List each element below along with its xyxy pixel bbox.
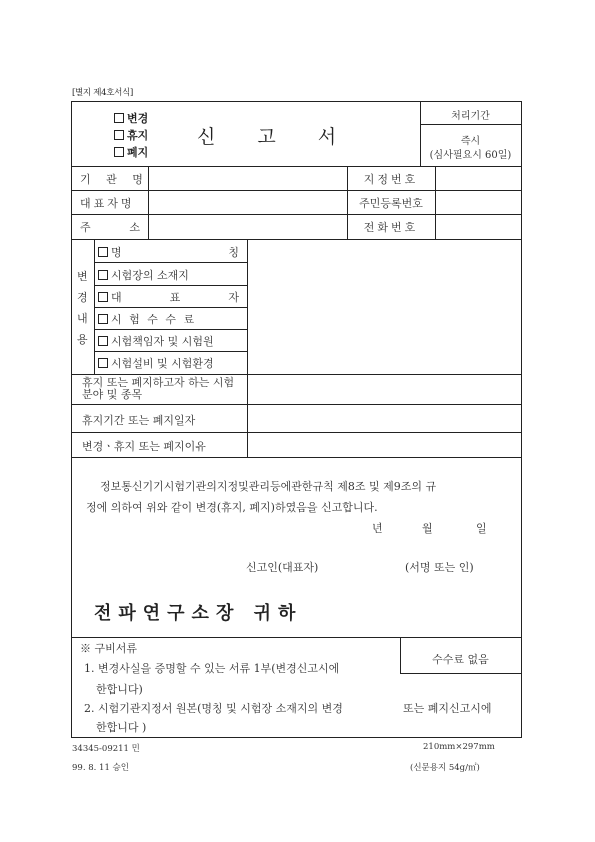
col-divider: [347, 166, 348, 239]
addressee: 전파연구소장 귀하: [94, 603, 303, 624]
designation-no-label: 지정번호: [363, 173, 419, 186]
period-field[interactable]: [249, 406, 519, 430]
checkbox-icon[interactable]: [98, 292, 108, 302]
row-divider: [72, 457, 521, 458]
change-item-divider: [94, 307, 247, 308]
change-item-equipment[interactable]: 시험설비 및 시험환경: [98, 355, 214, 371]
org-name-label: 기 관 명: [80, 173, 149, 186]
checkbox-icon[interactable]: [98, 270, 108, 280]
signature-label: (서명 또는 인): [405, 561, 474, 574]
change-item-divider: [94, 262, 247, 263]
resident-no-label: 주민등록번호: [359, 197, 423, 210]
row-divider: [72, 637, 521, 638]
checkbox-icon[interactable]: [98, 336, 108, 346]
change-item-representative[interactable]: 대 표 자: [98, 289, 242, 305]
period-label: 휴지기간 또는 폐지일자: [82, 414, 196, 427]
phone-field[interactable]: [437, 216, 519, 236]
checkbox-icon[interactable]: [98, 314, 108, 324]
reason-field[interactable]: [249, 434, 519, 455]
address-label: 주 소: [80, 221, 140, 234]
address-field[interactable]: [150, 216, 345, 236]
change-item-fee[interactable]: 시 험 수 수 료: [98, 311, 196, 327]
date-day-label: 일: [476, 522, 487, 535]
required-doc-1: 1. 변경사실을 증명할 수 있는 서류 1부(변경신고시에: [84, 662, 340, 675]
required-doc-2-cont: 또는 폐지신고시에: [403, 702, 492, 715]
row-divider: [72, 190, 521, 191]
checkbox-icon[interactable]: [114, 130, 124, 140]
change-item-divider: [94, 285, 247, 286]
paper-type: (신문용지 54g/㎡): [410, 763, 480, 773]
required-doc-2-end: 한합니다 ): [96, 721, 147, 734]
row-divider: [72, 239, 521, 240]
field-scope-label: 휴지 또는 폐지하고자 하는 시험분야 및 종목: [82, 376, 235, 401]
change-item-staff[interactable]: 시험책임자 및 시험원: [98, 333, 214, 349]
form-code: 34345-09211 민: [72, 744, 140, 754]
change-item-name[interactable]: 명 칭: [98, 244, 242, 260]
paper-size: 210mm×297mm: [423, 742, 495, 752]
required-docs-header: ※ 구비서류: [80, 642, 138, 655]
change-item-divider: [94, 351, 247, 352]
row-divider: [72, 374, 521, 375]
date-year-label: 년: [372, 522, 383, 535]
change-item-location[interactable]: 시험장의 소재지: [98, 267, 189, 283]
form-number-label: [별지 제4호서식]: [72, 88, 134, 98]
resident-no-field[interactable]: [437, 192, 519, 212]
row-divider: [72, 404, 521, 405]
reason-label: 변경ㆍ휴지 또는 폐지이유: [82, 440, 206, 453]
required-doc-1-cont: 한합니다): [96, 683, 143, 696]
checkbox-abolish[interactable]: 폐지: [114, 144, 148, 160]
checkbox-suspend[interactable]: 휴지: [114, 127, 148, 143]
rep-name-label: 대표자명: [80, 197, 135, 210]
declarant-label: 신고인(대표자): [246, 561, 319, 574]
field-scope-field[interactable]: [249, 376, 519, 402]
date-month-label: 월: [422, 522, 433, 535]
designation-no-field[interactable]: [437, 168, 519, 188]
declaration-text-line2: 정에 의하여 위와 같이 변경(휴지, 폐지)하였음을 신고합니다.: [86, 501, 378, 514]
checkbox-icon[interactable]: [114, 147, 124, 157]
change-item-divider: [94, 329, 247, 330]
report-form: [71, 101, 522, 738]
approval-date: 99. 8. 11 승인: [72, 763, 129, 773]
checkbox-change[interactable]: 변경: [114, 110, 148, 126]
col-divider: [94, 239, 95, 374]
row-divider: [72, 432, 521, 433]
col-divider: [435, 166, 436, 239]
fee-label: 수수료 없음: [432, 653, 489, 666]
org-name-field[interactable]: [150, 168, 345, 188]
row-divider: [72, 214, 521, 215]
change-detail-field[interactable]: [249, 241, 519, 372]
processing-header: 처리기간: [451, 111, 490, 122]
declaration-text-line1: 정보통신기기시험기관의지정및관리등에관한규칙 제8조 및 제9조의 규: [100, 480, 437, 493]
rep-name-field[interactable]: [150, 192, 345, 212]
processing-value-detail: (심사필요시 60일): [429, 150, 512, 161]
phone-label: 전화번호: [363, 221, 419, 234]
fee-divider: [400, 673, 521, 674]
processing-divider: [420, 124, 521, 125]
required-doc-2: 2. 시험기관지정서 원본(명칭 및 시험장 소재지의 변경: [84, 702, 343, 715]
form-title: 신 고 서: [197, 126, 355, 148]
row-divider: [72, 166, 521, 167]
processing-value: 즉시: [460, 136, 481, 147]
col-divider: [247, 239, 248, 457]
checkbox-icon[interactable]: [98, 247, 108, 257]
checkbox-icon[interactable]: [114, 113, 124, 123]
change-content-label: 변경내용: [77, 270, 88, 346]
checkbox-icon[interactable]: [98, 358, 108, 368]
